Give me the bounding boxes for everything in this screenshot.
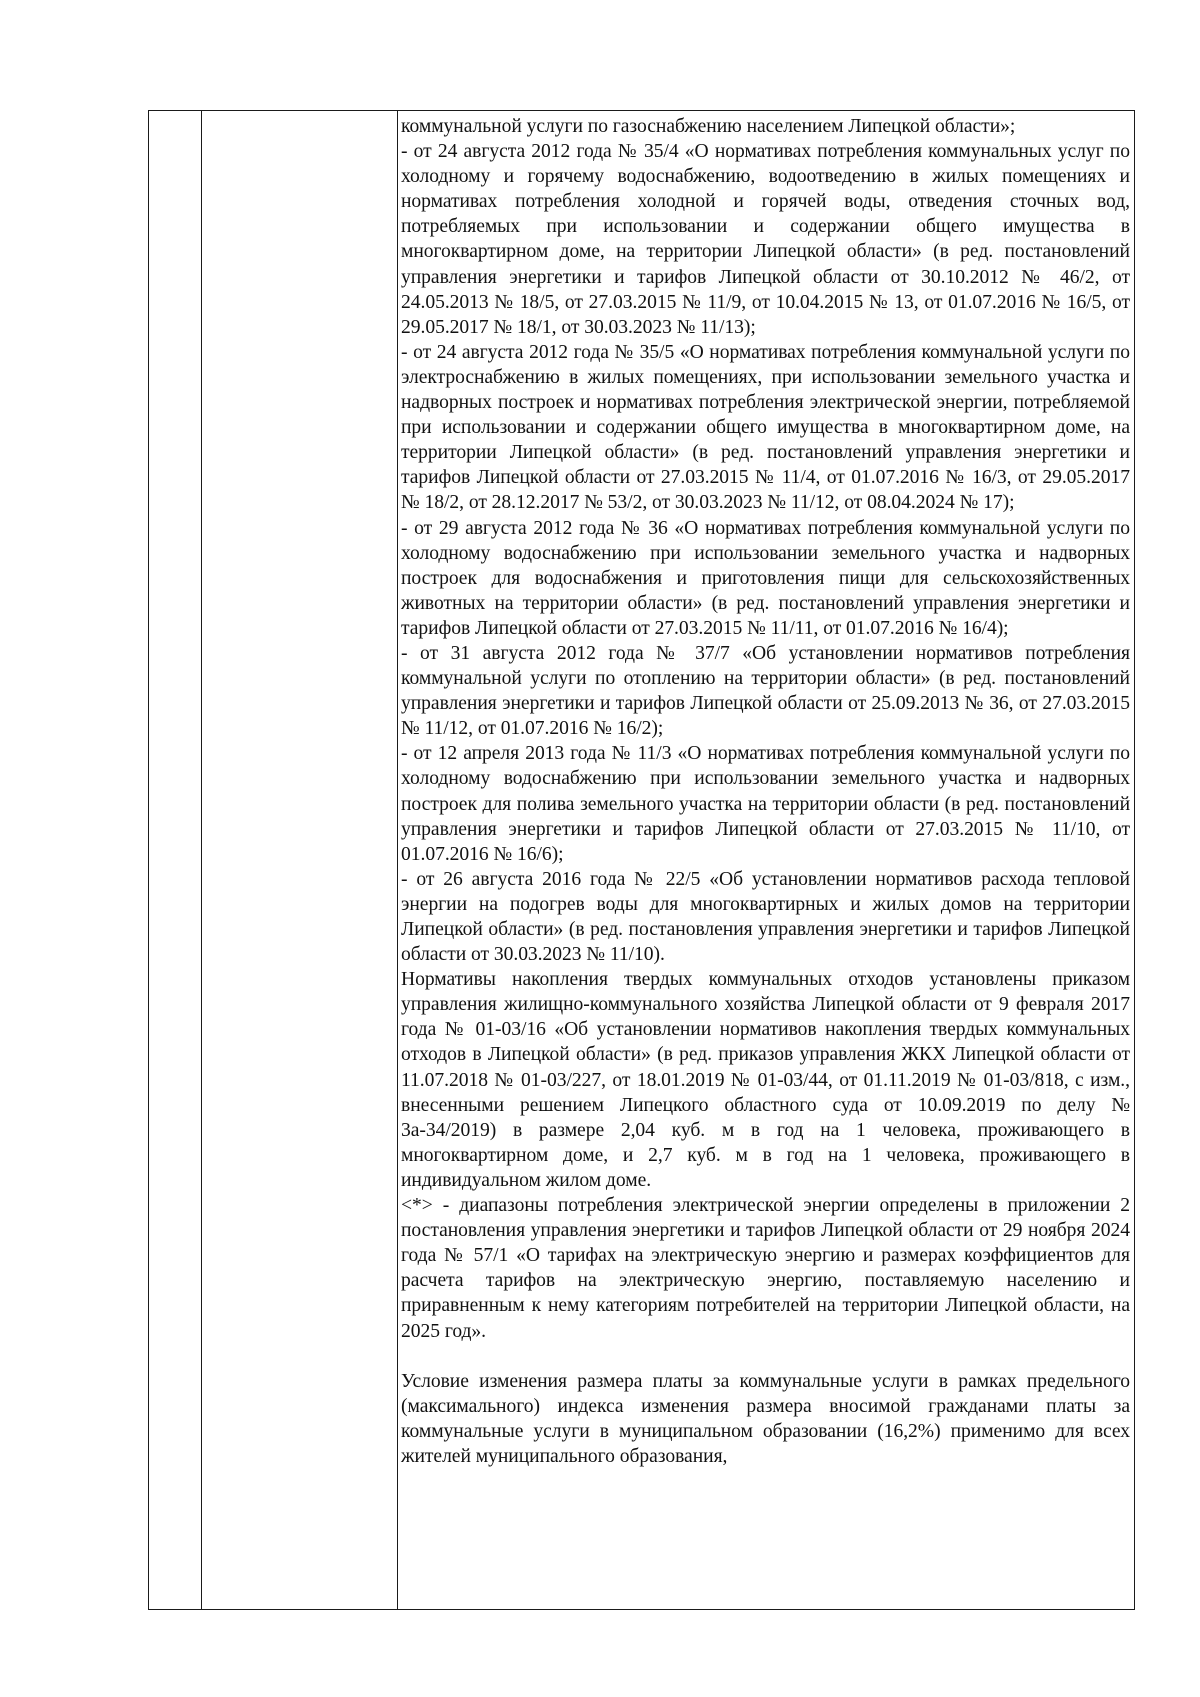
paragraph-footnote-electricity: <*> - диапазоны потребления электрической энергии определены в приложении 2 постановления управления энергетики и тарифов Липецкой области от 29 ноября 2024 года № 57/1 «О тарифах на электрическую энергию и размерах коэффициентов для расчета тарифов на электрическую энергию, поставляемую населению и приравненным к нему категориям потребителей на территории Липецкой области, на 2025 год». bbox=[401, 1195, 1130, 1342]
paragraph-resolution-35-4: - от 24 августа 2012 года № 35/4 «О нормативах потребления коммунальных услуг по холодному и горячему водоснабжению, водоотведению в жилых помещениях и нормативах потребления холодной и горячей воды, отведения сточных вод, потребляемых при использовании и содержании общего имущества в многоквартирном доме, на территории Липецкой области» (в ред. постановлений управления энергетики и тарифов Липецкой области от 30.10.2012 № 46/2, от 24.05.2013 № 18/5, от 27.03.2015 № 11/9, от 10.04.2015 № 13, от 01.07.2016 № 16/5, от 29.05.2017 № 18/1, от 30.03.2023 № 11/13); bbox=[401, 141, 1130, 338]
paragraph-gas-supply-end: коммунальной услуги по газоснабжению населением Липецкой области»; bbox=[401, 116, 1016, 137]
table-column-divider-1 bbox=[201, 110, 202, 1610]
paragraph-waste-norms: Нормативы накопления твердых коммунальных отходов установлены приказом управления жилищно-коммунального хозяйства Липецкой области от 9 февраля 2017 года № 01-03/16 «Об установлении нормативов накопления твердых коммунальных отходов в Липецкой области» (в ред. приказов управления ЖКХ Липецкой области от 11.07.2018 № 01-03/227, от 18.01.2019 № 01-03/44, от 01.11.2019 № 01-03/818, с изм., внесенными решением Липецкого областного суда от 10.09.2019 по делу № 3а-34/2019) в размере 2,04 куб. м в год на 1 человека, проживающего в многоквартирном доме, и 2,7 куб. м в год на 1 человека, проживающего в индивидуальном жилом доме. bbox=[401, 969, 1130, 1191]
paragraph-resolution-37-7: - от 31 августа 2012 года № 37/7 «Об установлении нормативов потребления коммунальной услуги по отоплению на территории области» (в ред. постановлений управления энергетики и тарифов Липецкой области от 25.09.2013 № 36, от 27.03.2015 № 11/12, от 01.07.2016 № 16/2); bbox=[401, 642, 1130, 740]
paragraph-resolution-11-3: - от 12 апреля 2013 года № 11/3 «О нормативах потребления коммунальной услуги по холодному водоснабжению при использовании земельного участка и надворных построек для полива земельного участка на территории области (в ред. постановлений управления энергетики и тарифов Липецкой области от 27.03.2015 № 11/10, от 01.07.2016 № 16/6); bbox=[401, 743, 1130, 865]
paragraph-resolution-36: - от 29 августа 2012 года № 36 «О нормативах потребления коммунальной услуги по холодному водоснабжению при использовании земельного участка и надворных построек для водоснабжения и приготовления пищи для сельскохозяйственных животных на территории области» (в ред. постановлений управления энергетики и тарифов Липецкой области от 27.03.2015 № 11/11, от 01.07.2016 № 16/4); bbox=[401, 517, 1130, 639]
paragraph-index-condition: Условие изменения размера платы за коммунальные услуги в рамках предельного (максимального) индекса изменения размера вносимой гражданами платы за коммунальные услуги в муниципальном образовании (16,2%) применимо для всех жителей муниципального образования, bbox=[401, 1370, 1130, 1467]
table-text-cell bbox=[401, 114, 1130, 1469]
paragraph-resolution-35-5: - от 24 августа 2012 года № 35/5 «О нормативах потребления коммунальной услуги по электроснабжению в жилых помещениях, при использовании земельного участка и надворных построек и нормативах потребления электрической энергии, потребляемой при использовании и содержании общего имущества в многоквартирном доме, на территории Липецкой области» (в ред. постановлений управления энергетики и тарифов Липецкой области от 27.03.2015 № 11/4, от 01.07.2016 № 16/3, от 29.05.2017 № 18/2, от 28.12.2017 № 53/2, от 30.03.2023 № 11/12, от 08.04.2024 № 17); bbox=[401, 341, 1130, 514]
table-column-divider-2 bbox=[397, 110, 398, 1610]
paragraph-resolution-22-5: - от 26 августа 2016 года № 22/5 «Об установлении нормативов расхода тепловой энергии на подогрев воды для многоквартирных и жилых домов на территории Липецкой области» (в ред. постановления управления энергетики и тарифов Липецкой области от 30.03.2023 № 11/10). bbox=[401, 868, 1130, 966]
